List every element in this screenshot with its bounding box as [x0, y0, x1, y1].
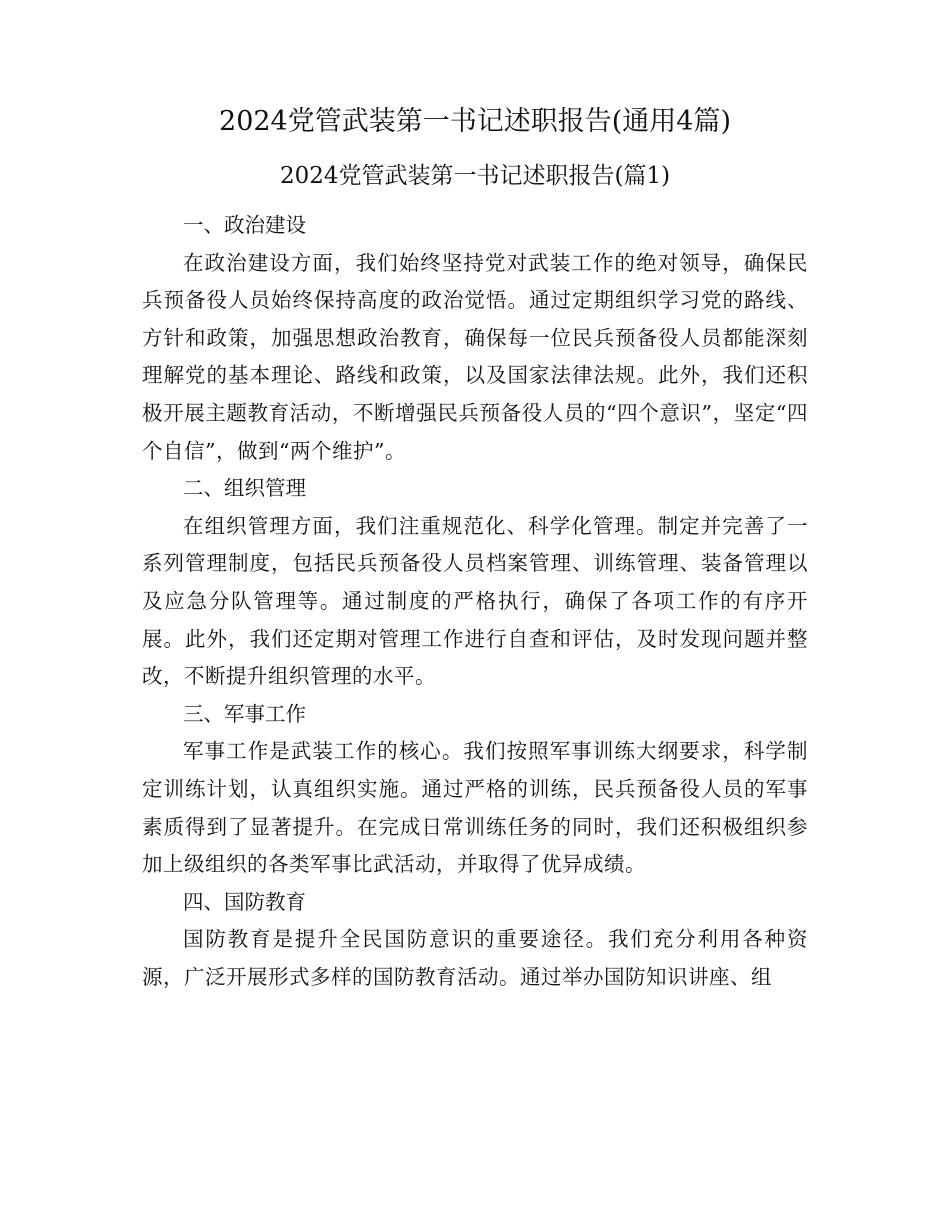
- section-heading-military: 三、军事工作: [183, 701, 306, 726]
- document-body: [142, 207, 808, 996]
- section-paragraph-organization: 在组织管理方面，我们注重规范化、科学化管理。制定并完善了一系列管理制度，包括民兵预备役人员档案管理、训练管理、装备管理以及应急分队管理等。通过制度的严格执行，确保了各项工作的有序开展。此外，我们还定期对管理工作进行自查和评估，及时发现问题并整改，不断提升组织管理的水平。: [142, 513, 808, 689]
- document-subtitle: 2024党管武装第一书记述职报告(篇1): [279, 163, 671, 189]
- section-heading-defense-education: 四、国防教育: [183, 889, 306, 914]
- section-paragraph-military: 军事工作是武装工作的核心。我们按照军事训练大纲要求，科学制定训练计划，认真组织实施。通过严格的训练，民兵预备役人员的军事素质得到了显著提升。在完成日常训练任务的同时，我们还积极组织参加上级组织的各类军事比武活动，并取得了优异成绩。: [142, 739, 808, 877]
- section-paragraph-political: 在政治建设方面，我们始终坚持党对武装工作的绝对领导，确保民兵预备役人员始终保持高度的政治觉悟。通过定期组织学习党的路线、方针和政策，加强思想政治教育，确保每一位民兵预备役人员都能深刻理解党的基本理论、路线和政策，以及国家法律法规。此外，我们还积极开展主题教育活动，不断增强民兵预备役人员的“四个意识”，坚定“四个自信”，做到“两个维护”。: [142, 250, 808, 463]
- section-paragraph-defense-education: 国防教育是提升全民国防意识的重要途径。我们充分利用各种资源，广泛开展形式多样的国防教育活动。通过举办国防知识讲座、组: [142, 927, 808, 989]
- section-heading-organization: 二、组织管理: [183, 476, 306, 501]
- document-title: 2024党管武装第一书记述职报告(通用4篇): [219, 106, 731, 137]
- section-heading-political: 一、政治建设: [183, 213, 306, 237]
